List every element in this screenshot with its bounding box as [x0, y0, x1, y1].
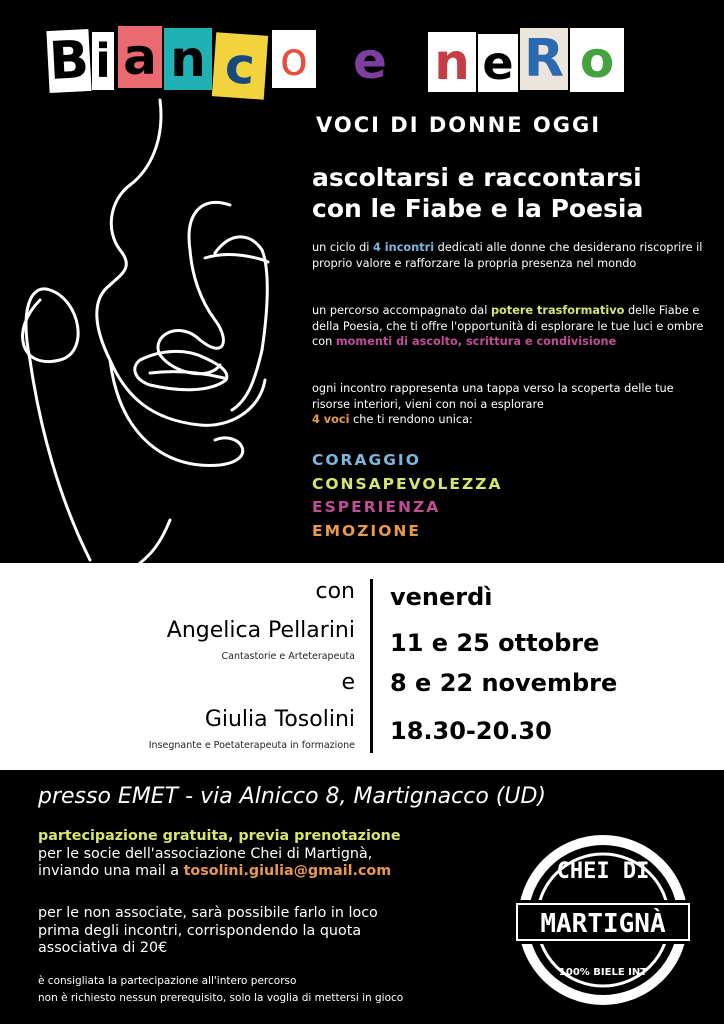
intro-paragraph-1: [312, 240, 708, 271]
voice-esperienza: ESPERIENZA: [312, 498, 441, 516]
title-letter-tile: e: [478, 34, 518, 92]
text-span: che ti rendono unica:: [349, 413, 473, 426]
text-span: un percorso accompagnato dal: [312, 304, 491, 317]
text-span: delle Fiabe e della Poesia, che ti offre l'opportunità di esplorare le tue luci e ombre con: [312, 304, 704, 348]
title-letter-tile: n: [164, 28, 212, 90]
host1-role: Cantastorie e Arteterapeuta: [221, 651, 355, 662]
hosts-schedule-section: [0, 563, 724, 770]
highlight-incontri: 4 incontri: [373, 241, 435, 254]
participation-info: [38, 828, 401, 881]
email-line: [38, 863, 401, 881]
stamp-bottom-text: 100% BIELE INT: [558, 967, 648, 978]
members-line: per le socie dell'associazione Chei di Martignà,: [38, 845, 373, 862]
voice-consapevolezza: CONSAPEVOLEZZA: [312, 474, 503, 493]
title-letter-tile: e: [348, 32, 392, 90]
title-letter-tile: o: [272, 30, 316, 88]
stamp-top-text: CHEI DI: [556, 859, 650, 884]
non-members-line-1: per le non associate, sarà possibile farlo in loco: [38, 905, 378, 921]
highlight-potere: potere trasformativo: [490, 304, 625, 317]
intro-paragraph-3: [312, 381, 708, 428]
title-letter-tile: c: [212, 32, 268, 99]
title-letter-tile: i: [92, 32, 114, 90]
host2-role: Insegnante e Poetaterapeuta in formazione: [148, 740, 355, 751]
schedule-dates-october: 11 e 25 ottobre: [390, 629, 600, 657]
intro-paragraph-2: [312, 303, 708, 350]
title-letter-tile: R: [520, 28, 568, 90]
text-span: ogni incontro rappresenta una tappa verso la scoperta delle tue risorse interiori, vieni con noi a esplorare: [312, 382, 674, 411]
tagline: [312, 162, 712, 224]
footer-section: [0, 770, 724, 1024]
highlight-voci: 4 voci: [312, 413, 350, 426]
voice-emozione: EMOZIONE: [312, 521, 421, 540]
and-label: e: [341, 670, 355, 695]
host1-name: Angelica Pellarini: [166, 618, 355, 643]
vertical-divider: [370, 579, 373, 753]
text-span: inviando una mail a: [38, 863, 184, 879]
con-label: con: [315, 579, 355, 604]
association-stamp-logo: [513, 830, 693, 1010]
note-2: non è richiesto nessun prerequisito, solo la voglia di mettersi in gioco: [38, 992, 404, 1004]
text-span: un ciclo di: [312, 241, 374, 254]
host2-name: Giulia Tosolini: [204, 707, 355, 732]
address: presso EMET - via Alnicco 8, Martignacco (UD): [38, 784, 547, 809]
notes: [38, 973, 403, 1007]
text-span: dedicati alle donne che desiderano riscoprire il proprio valore e rafforzare la propria presenza nel mondo: [312, 241, 703, 270]
title-letter-tile: o: [570, 28, 624, 92]
voice-coraggio: CORAGGIO: [312, 451, 421, 469]
schedule-time: 18.30-20.30: [390, 717, 552, 745]
highlight-momenti: momenti di ascolto, scrittura e condivisione: [335, 335, 617, 348]
tagline-line-1: ascoltarsi e raccontarsi: [312, 163, 642, 192]
note-1: è consigliata la partecipazione all'intero percorso: [38, 975, 297, 987]
title-letter-tile: a: [118, 26, 162, 88]
non-members-line-3: associativa di 20€: [38, 940, 168, 956]
non-members-info: [38, 905, 378, 958]
non-members-line-2: prima degli incontri, corrispondendo la quota: [38, 922, 362, 939]
title-letter-tile: B: [47, 30, 91, 92]
tagline-line-2: con le Fiabe e la Poesia: [312, 194, 644, 223]
subtitle: VOCI DI DONNE OGGI: [316, 113, 602, 137]
schedule-day: venerdì: [390, 583, 493, 611]
email-link[interactable]: tosolini.giulia@gmail.com: [183, 863, 392, 879]
title-letter-tile: n: [428, 32, 476, 92]
schedule-dates-november: 8 e 22 novembre: [390, 669, 618, 697]
voices-list: [312, 449, 502, 543]
stamp-middle-text: MARTIGNÀ: [540, 909, 666, 939]
free-participation-highlight: partecipazione gratuita, previa prenotazione: [38, 828, 401, 844]
